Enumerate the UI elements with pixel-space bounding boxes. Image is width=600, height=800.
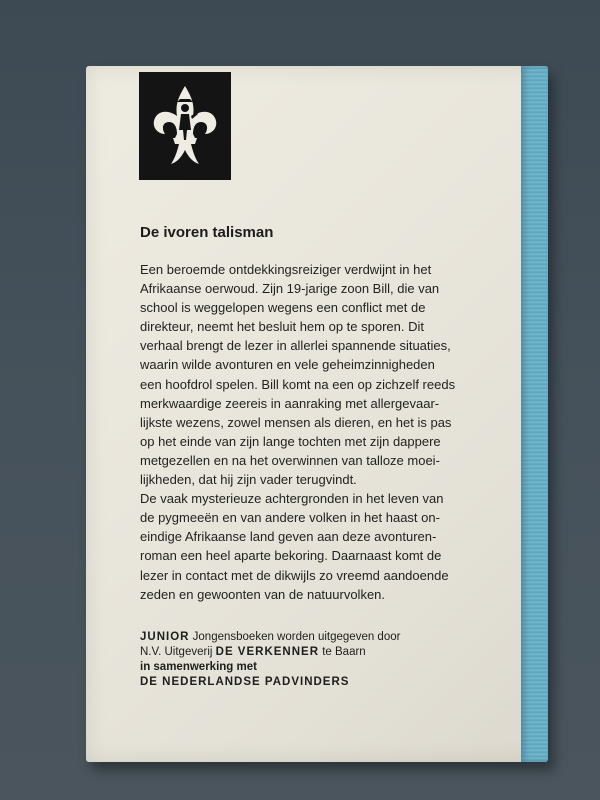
publisher-location: te Baarn (319, 646, 366, 658)
blurb-line: merkwaardige zeereis in aanraking met allergevaar- (140, 395, 440, 411)
blurb-line: Een beroemde ontdekkingsreiziger verdwijnt in het (140, 262, 432, 277)
blurb-line: eindige Afrikaanse land geven aan deze avonturen- (140, 529, 437, 545)
blurb-line: Afrikaanse oerwoud. Zijn 19-jarige zoon Bill, die van (140, 281, 440, 297)
book-blurb (140, 260, 535, 604)
blurb-line: op het einde van zijn lange tochten met zijn dappere (140, 433, 441, 449)
publisher-info (140, 630, 520, 690)
publisher-prefix: N.V. Uitgeverij (140, 646, 216, 658)
publisher-line-1 (140, 630, 520, 645)
blurb-line: lijkheden, dat hij zijn vader terugvindt. (140, 472, 357, 488)
book-title: De ivoren talisman (140, 224, 274, 241)
blurb-line: verhaal brengt de lezer in allerlei spannende situaties, (140, 338, 451, 354)
blurb-line: de pygmeeën en van andere volken in het haast on- (140, 510, 440, 526)
blurb-line: school is weggelopen wegens een conflict met de (140, 300, 426, 316)
book-back-cover (86, 66, 548, 762)
blurb-line: roman een heel aparte bekoring. Daarnaast komt de (140, 548, 442, 564)
scout-fleur-de-lis-icon (139, 72, 231, 180)
blurb-line: lijkste wezens, zowel mensen als dieren, en het is pas (140, 414, 452, 430)
blurb-line: zeden en gewoonten van de natuurvolken. (140, 586, 386, 602)
blurb-line: direkteur, neemt het besluit hem op te sporen. Dit (140, 319, 424, 335)
blurb-line: lezer in contact met de dikwijls zo vreemd aandoende (140, 567, 449, 583)
blurb-line: waarin wilde avonturen en vele geheimzinnigheden (140, 357, 435, 373)
partner-organization: DE NEDERLANDSE PADVINDERS (140, 676, 350, 688)
publisher-line-3: in samenwerking met (140, 661, 257, 673)
blurb-line: De vaak mysterieuze achtergronden in het leven van (140, 491, 444, 507)
publisher-line-2 (140, 645, 520, 660)
series-description: Jongensboeken worden uitgegeven door (189, 631, 401, 643)
series-name: JUNIOR (140, 631, 190, 643)
blurb-line: een hoofdrol spelen. Bill komt na een op zichzelf reeds (140, 376, 456, 392)
scout-logo (139, 72, 231, 180)
publisher-name: DE VERKENNER (215, 646, 320, 658)
blurb-line: metgezellen en na het overwinnen van talloze moei- (140, 452, 440, 468)
